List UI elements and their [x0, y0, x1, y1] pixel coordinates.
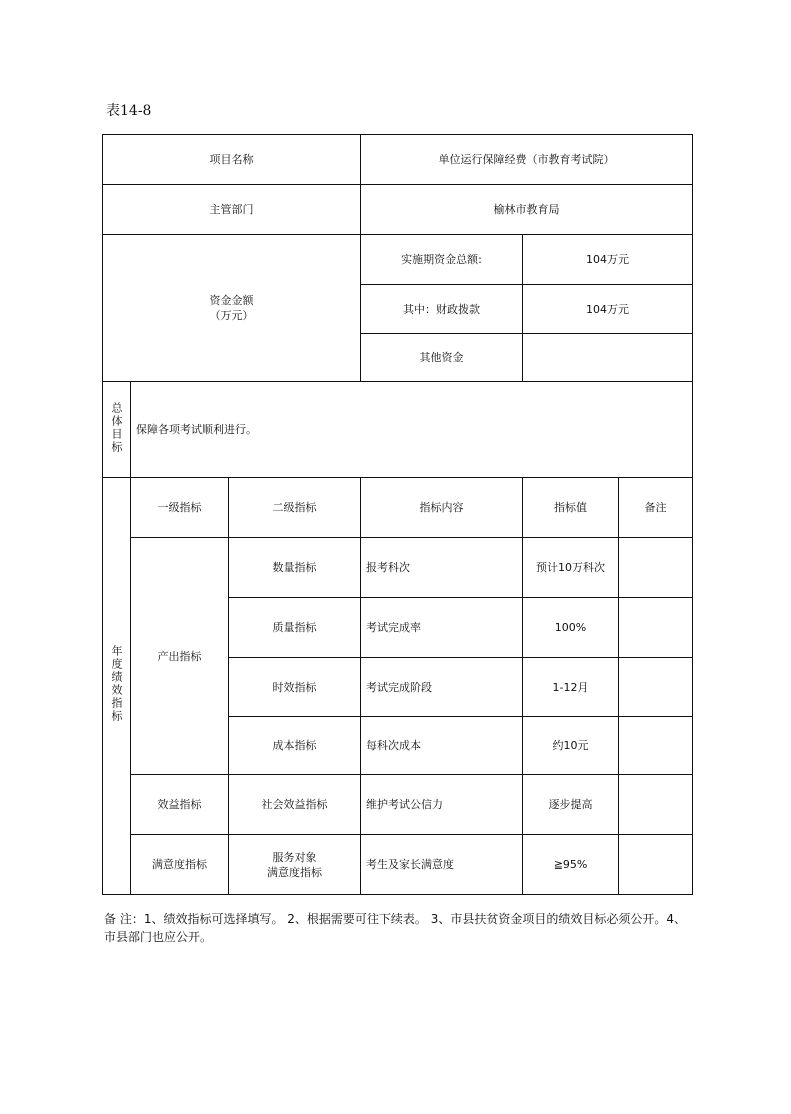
funds-fiscal-label: 其中：财政拨款 [361, 285, 523, 334]
table-row [103, 538, 693, 598]
value-cell: 1-12月 [523, 658, 619, 717]
performance-goal-table [102, 134, 693, 895]
header-level1: 一级指标 [131, 478, 229, 538]
remark-cell [619, 538, 693, 598]
funds-label: 资金金额 [209, 294, 254, 307]
annual-label: 年度绩效指标 [110, 645, 123, 723]
funds-fiscal-value: 104万元 [523, 285, 693, 334]
header-content: 指标内容 [361, 478, 523, 538]
value-cell: 100% [523, 598, 619, 658]
level2-cell: 成本指标 [229, 717, 361, 775]
remark-cell [619, 598, 693, 658]
level2-cell: 社会效益指标 [229, 775, 361, 835]
header-value: 指标值 [523, 478, 619, 538]
funds-other-value [523, 334, 693, 382]
overall-goal-label-cell [103, 382, 131, 478]
table-row [103, 775, 693, 835]
header-remark: 备注 [619, 478, 693, 538]
remark-cell [619, 835, 693, 895]
content-cell: 考生及家长满意度 [361, 835, 523, 895]
content-cell: 报考科次 [361, 538, 523, 598]
level2-cell [229, 835, 361, 895]
value-cell: ≧95% [523, 835, 619, 895]
overall-goal-label: 总体目标 [110, 401, 123, 454]
benefit-label: 效益指标 [131, 775, 229, 835]
content-cell: 每科次成本 [361, 717, 523, 775]
funds-total-label: 实施期资金总额: [361, 235, 523, 285]
footnote: 备 注：1、绩效指标可选择填写。 2、根据需要可往下续表。 3、市县扶贫资金项目的绩效目标必须公开。4、市县部门也应公开。 [104, 912, 686, 944]
funds-label-cell [103, 235, 361, 382]
level2-cell: 质量指标 [229, 598, 361, 658]
remark-cell [619, 717, 693, 775]
row-funds-total [103, 235, 693, 285]
level2-line: 服务对象 [272, 850, 317, 864]
row-department [103, 185, 693, 235]
value-cell: 约10元 [523, 717, 619, 775]
level2-line: 满意度指标 [267, 865, 323, 879]
output-label: 产出指标 [131, 538, 229, 775]
overall-goal-value: 保障各项考试顺利进行。 [131, 382, 693, 478]
satisfaction-label: 满意度指标 [131, 835, 229, 895]
header-level2: 二级指标 [229, 478, 361, 538]
project-name-label: 项目名称 [103, 135, 361, 185]
annual-label-cell [103, 478, 131, 895]
content-cell: 考试完成率 [361, 598, 523, 658]
value-cell: 逐步提高 [523, 775, 619, 835]
remark-cell [619, 658, 693, 717]
content-cell: 维护考试公信力 [361, 775, 523, 835]
row-project-name [103, 135, 693, 185]
value-cell: 预计10万科次 [523, 538, 619, 598]
department-value: 榆林市教育局 [361, 185, 693, 235]
row-annual-headers [103, 478, 693, 538]
remark-cell [619, 775, 693, 835]
row-overall-goal [103, 382, 693, 478]
level2-cell: 数量指标 [229, 538, 361, 598]
table-row [103, 835, 693, 895]
table-label: 表14-8 [106, 103, 152, 119]
content-cell: 考试完成阶段 [361, 658, 523, 717]
department-label: 主管部门 [103, 185, 361, 235]
level2-cell: 时效指标 [229, 658, 361, 717]
funds-unit: （万元） [209, 309, 254, 322]
funds-total-value: 104万元 [523, 235, 693, 285]
funds-other-label: 其他资金 [361, 334, 523, 382]
project-name-value: 单位运行保障经费（市教育考试院） [361, 135, 693, 185]
